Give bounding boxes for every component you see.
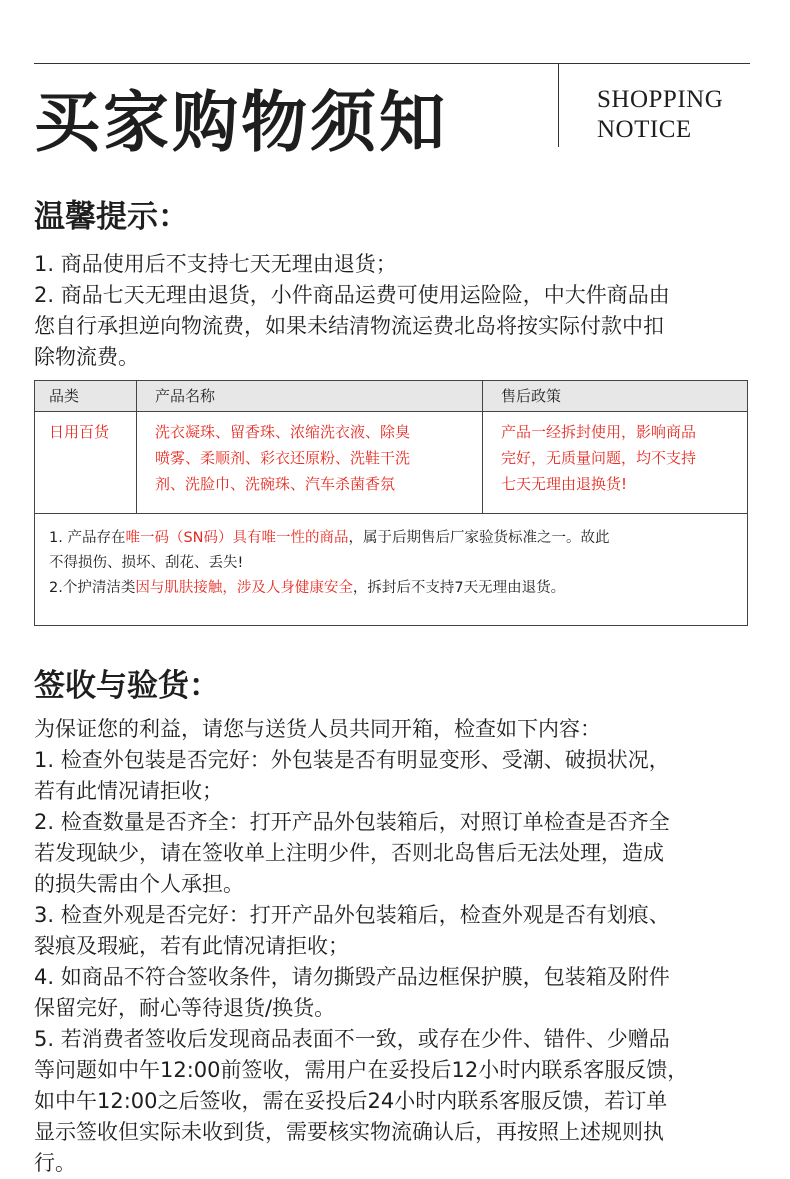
note-highlight: 因与肌肤接触，涉及人身健康安全 — [135, 580, 353, 596]
header-category: 品类 — [49, 387, 80, 405]
signing-line: 1. 检查外包装是否完好：外包装是否有明显变形、受潮、破损状况， — [34, 748, 670, 772]
note-2 — [49, 576, 610, 601]
header-after-sale-policy: 售后政策 — [501, 387, 562, 405]
signing-line: 2. 检查数量是否齐全：打开产品外包装箱后，对照订单检查是否齐全 — [34, 810, 670, 834]
top-divider — [34, 63, 750, 64]
tips-line: 2. 商品七天无理由退货，小件商品运费可使用运险险，中大件商品由 — [34, 283, 670, 307]
signing-line: 显示签收但实际未收到货，需要核实物流确认后，再按照上述规则执 — [34, 1120, 664, 1144]
policy-line: 七天无理由退换货! — [501, 475, 628, 493]
category-cell: 日用百货 — [49, 423, 110, 441]
english-title-line2: NOTICE — [597, 116, 692, 143]
signing-line: 裂痕及瑕疵，若有此情况请拒收； — [34, 934, 349, 958]
policy-line: 产品一经拆封使用，影响商品 — [501, 423, 697, 441]
signing-line: 如中午12:00之后签收，需在妥投后24小时内联系客服反馈，若订单 — [34, 1089, 668, 1113]
tips-line: 您自行承担逆向物流费，如果未结清物流运费北岛将按实际付款中扣 — [34, 314, 664, 338]
note-text: 1. 产品存在 — [49, 530, 126, 546]
tips-line: 除物流费。 — [34, 345, 139, 369]
page-title: 买家购物须知 — [34, 84, 448, 161]
product-names-cell — [155, 419, 410, 497]
table-header-row — [35, 381, 747, 412]
policy-line: 完好，无质量问题，均不支持 — [501, 449, 697, 467]
product-policy-table — [34, 380, 748, 626]
row-divider — [35, 513, 747, 514]
policy-cell — [501, 419, 696, 497]
product-line: 喷雾、柔顺剂、彩衣还原粉、洗鞋干洗 — [155, 449, 411, 467]
title-separator — [558, 64, 559, 147]
signing-line: 等问题如中午12:00前签收，需用户在妥投后12小时内联系客服反馈， — [34, 1058, 689, 1082]
column-divider — [482, 381, 483, 514]
signing-line: 行。 — [34, 1151, 76, 1175]
english-title-line1: SHOPPING — [597, 86, 724, 113]
note-text: 2.个护清洁类 — [49, 580, 136, 596]
signing-line: 若有此情况请拒收； — [34, 779, 223, 803]
column-divider — [136, 381, 137, 514]
tips-heading: 温馨提示： — [34, 199, 189, 235]
signing-line: 5. 若消费者签收后发现商品表面不一致，或存在少件、错件、少赠品 — [34, 1027, 670, 1051]
header-product-name: 产品名称 — [155, 387, 216, 405]
signing-line: 为保证您的利益，请您与送货人员共同开箱，检查如下内容： — [34, 717, 601, 741]
tips-text — [34, 249, 764, 373]
signing-line: 若发现缺少，请在签收单上注明少件，否则北岛售后无法处理，造成 — [34, 841, 664, 865]
signing-text — [34, 714, 764, 1179]
signing-line: 的损失需由个人承担。 — [34, 872, 244, 896]
english-title — [597, 85, 723, 145]
product-line: 洗衣凝珠、留香珠、浓缩洗衣液、除臭 — [155, 423, 411, 441]
table-notes — [49, 526, 610, 601]
tips-line: 1. 商品使用后不支持七天无理由退货； — [34, 252, 397, 276]
note-1 — [49, 526, 610, 551]
note-1-continued: 不得损伤、损坏、刮花、丢失! — [49, 555, 244, 571]
signing-line: 保留完好，耐心等待退货/换货。 — [34, 996, 336, 1020]
signing-heading: 签收与验货： — [34, 668, 220, 704]
signing-line: 3. 检查外观是否完好：打开产品外包装箱后，检查外观是否有划痕、 — [34, 903, 670, 927]
signing-line: 4. 如商品不符合签收条件，请勿撕毁产品边框保护膜，包装箱及附件 — [34, 965, 670, 989]
note-text: ，属于后期售后厂家验货标准之一。故此 — [348, 530, 610, 546]
note-highlight: 唯一码（SN码）具有唯一性的商品 — [125, 530, 349, 546]
product-line: 剂、洗脸巾、洗碗珠、汽车杀菌香氛 — [155, 475, 396, 493]
note-text: ，拆封后不支持7天无理由退货。 — [352, 580, 566, 596]
